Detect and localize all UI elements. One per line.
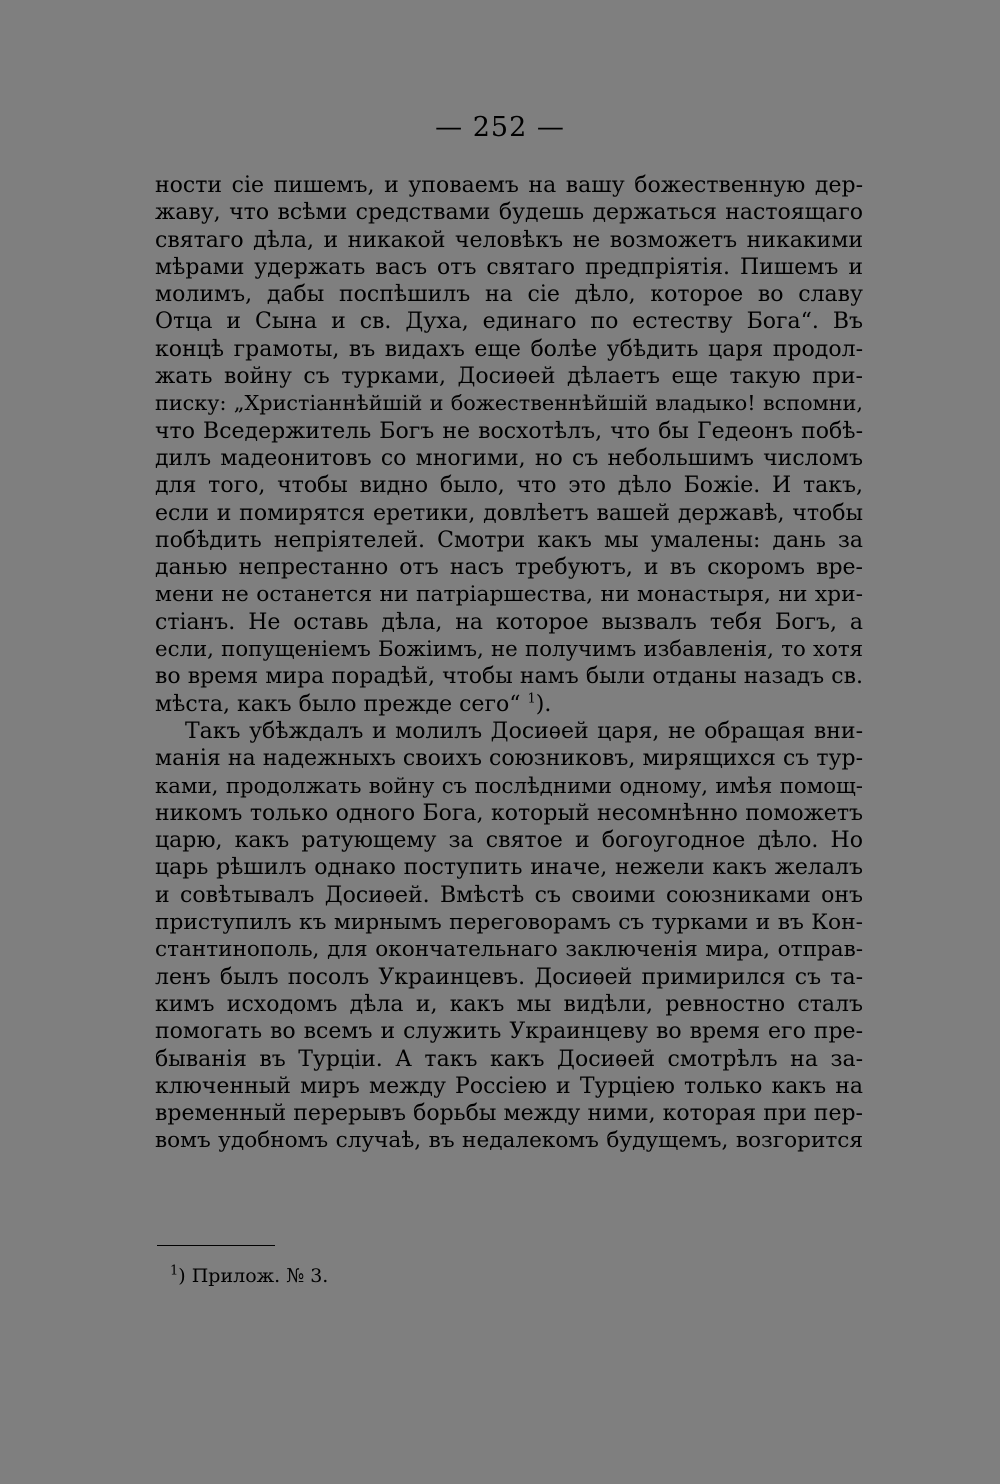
text-line-content: мѣста, какъ было прежде сего“ (155, 691, 521, 717)
footnote-separator (157, 1245, 275, 1246)
text-line: ности сіе пишемъ, и уповаемъ на вашу божественную дер- (155, 173, 863, 198)
footnote (170, 1262, 328, 1290)
text-line: святаго дѣла, и никакой человѣкъ не возможетъ никакими (155, 227, 863, 253)
text-line-last (155, 691, 863, 718)
text-line: кимъ исходомъ дѣла и, какъ мы видѣли, ревностно сталъ (155, 991, 863, 1017)
text-line: если и помирятся еретики, довлѣетъ вашей державѣ, чтобы (155, 500, 863, 526)
text-line: Такъ убѣждалъ и молилъ Досиѳей царя, не обращая вни- (185, 718, 863, 744)
text-line: Отца и Сына и св. Духа, единаго по естеству Бога“. Въ (155, 309, 863, 335)
text-line: что Вседержитель Богъ не восхотѣлъ, что бы Гедеонъ побѣ- (155, 418, 863, 444)
text-line: мени не останется ни патріаршества, ни монастыря, ни хри- (155, 582, 863, 608)
text-line: жать войну съ турками, Досиѳей дѣлаетъ еще такую при- (155, 364, 863, 390)
text-line: царю, какъ ратующему за святое и богоугодное дѣло. Но (155, 828, 863, 854)
text-line: для того, чтобы видно было, что это дѣло Божіе. И такъ, (155, 473, 863, 499)
text-line: дилъ мадеонитовъ со многими, но съ небольшимъ числомъ (155, 445, 863, 471)
text-line: никомъ только одного Бога, который несомнѣнно поможетъ (155, 800, 863, 826)
text-line: ключенный миръ между Россіею и Турціею только какъ на (155, 1073, 863, 1099)
text-line: и совѣтывалъ Досиѳей. Вмѣстѣ съ своими союзниками онъ (155, 882, 863, 908)
text-line: мѣрами удержать васъ отъ святаго предпріятія. Пишемъ и (155, 254, 863, 280)
paragraph-2 (155, 718, 863, 1155)
text-line: жаву, что всѣми средствами будешь держаться настоящаго (155, 200, 863, 226)
text-line: во время мира порадѣй, чтобы намъ были отданы назадъ св. (155, 664, 863, 690)
text-line: царь рѣшилъ однако поступить иначе, нежели какъ желалъ (155, 855, 863, 881)
page-number: — 252 — (435, 112, 565, 143)
text-line: манія на надежныхъ своихъ союзниковъ, мирящихся съ тур- (155, 746, 863, 772)
footnote-text: ) Прилож. № 3. (178, 1265, 329, 1287)
text-line: данью непрестанно отъ насъ требуютъ, и въ скоромъ вре- (155, 555, 863, 581)
text-line: помогать во всемъ и служить Украинцеву во время его пре- (155, 1019, 863, 1045)
text-line: если, попущеніемъ Божіимъ, не получимъ избавленія, то хотя (155, 637, 863, 663)
text-line: концѣ грамоты, въ видахъ еще болѣе убѣдить царя продол- (155, 336, 863, 362)
text-line: побѣдить непріятелей. Смотри какъ мы умалены: дань за (155, 527, 863, 553)
text-line: временный перерывъ борьбы между ними, которая при пер- (155, 1101, 863, 1127)
text-line: приступилъ къ мирнымъ переговорамъ съ турками и въ Кон- (155, 910, 863, 936)
text-line-tail: ). (535, 691, 552, 717)
text-line: быванія въ Турціи. А такъ какъ Досиѳей смотрѣлъ на за- (155, 1046, 863, 1072)
text-line: стантинополь, для окончательнаго заключенія мира, отправ- (155, 937, 863, 963)
text-line: стіанъ. Не оставь дѣла, на которое вызвалъ тебя Богъ, а (155, 609, 863, 635)
text-line: ленъ былъ посолъ Украинцевъ. Досиѳей примирился съ та- (155, 964, 863, 990)
footnote-reference[interactable]: 1 (527, 691, 536, 707)
text-line: ками, продолжать войну съ послѣдними одному, имѣя помощ- (155, 773, 863, 799)
text-line: писку: „Христіаннѣйшій и божественнѣйшій владыко! вспомни, (155, 391, 863, 416)
text-line: вомъ удобномъ случаѣ, въ недалекомъ будущемъ, возгорится (155, 1128, 863, 1154)
paragraph-1 (155, 172, 863, 718)
main-text (155, 172, 863, 1155)
footnote-marker: 1 (170, 1263, 179, 1279)
text-line: молимъ, дабы поспѣшилъ на сіе дѣло, которое во славу (155, 282, 863, 308)
